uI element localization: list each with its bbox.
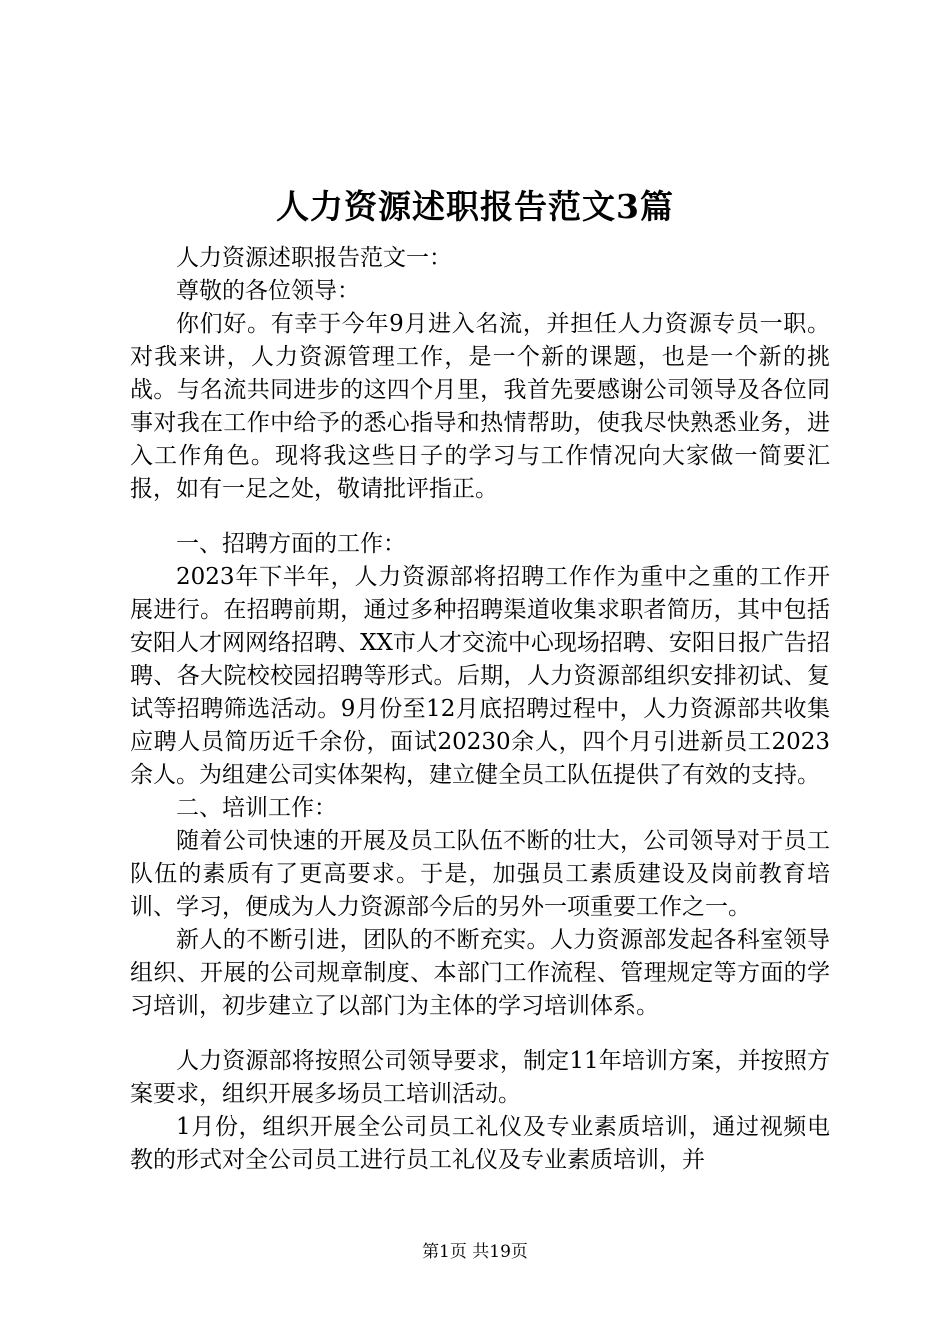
section-heading-training: 二、培训工作： [176, 795, 337, 821]
paragraph-january-training: 1月份，组织开展全公司员工礼仪及专业素质培训，通过视频电教的形式对全公司员工进行员工礼仪及专业素质培训，并 [130, 1114, 830, 1173]
section-heading-recruitment: 一、招聘方面的工作： [176, 531, 406, 557]
page-number-footer: 第1页 共19页 [422, 1242, 528, 1262]
paragraph-training-1: 随着公司快速的开展及员工队伍不断的壮大，公司领导对于员工队伍的素质有了更高要求。于是，加强员工素质建设及岗前教育培训、学习，便成为人力资源部今后的另外一项重要工作之一。 [130, 828, 830, 920]
document-body [130, 242, 830, 1177]
paragraph-recruitment: 2023年下半年，人力资源部将招聘工作作为重中之重的工作开展进行。在招聘前期，通过多种招聘渠道收集求职者简历，其中包括安阳人才网网络招聘、XX市人才交流中心现场招聘、安阳日报广告招聘、各大院校校园招聘等形式。后期，人力资源部组织安排初试、复试等招聘筛选活动。9月份至12月底招聘过程中，人力资源部共收集应聘人员简历近千余份，面试20230余人，四个月引进新员工2023余人。为组建公司实体架构，建立健全员工队伍提供了有效的支持。 [130, 564, 830, 788]
paragraph-intro-heading: 人力资源述职报告范文一： [176, 245, 452, 271]
paragraph-salutation: 尊敬的各位领导： [176, 278, 360, 304]
paragraph-training-plan: 人力资源部将按照公司领导要求，制定11年培训方案，并按照方案要求，组织开展多场员工培训活动。 [130, 1048, 830, 1107]
paragraph-training-2: 新人的不断引进，团队的不断充实。人力资源部发起各科室领导组织、开展的公司规章制度、本部门工作流程、管理规定等方面的学习培训，初步建立了以部门为主体的学习培训体系。 [130, 927, 830, 1019]
document-title: 人力资源述职报告范文3篇 [276, 187, 674, 226]
paragraph-opening: 你们好。有幸于今年9月进入名流，并担任人力资源专员一职。对我来讲，人力资源管理工作，是一个新的课题，也是一个新的挑战。与名流共同进步的这四个月里，我首先要感谢公司领导及各位同事对我在工作中给予的悉心指导和热情帮助，使我尽快熟悉业务，进入工作角色。现将我这些日子的学习与工作情况向大家做一简要汇报，如有一足之处，敬请批评指正。 [130, 311, 830, 502]
